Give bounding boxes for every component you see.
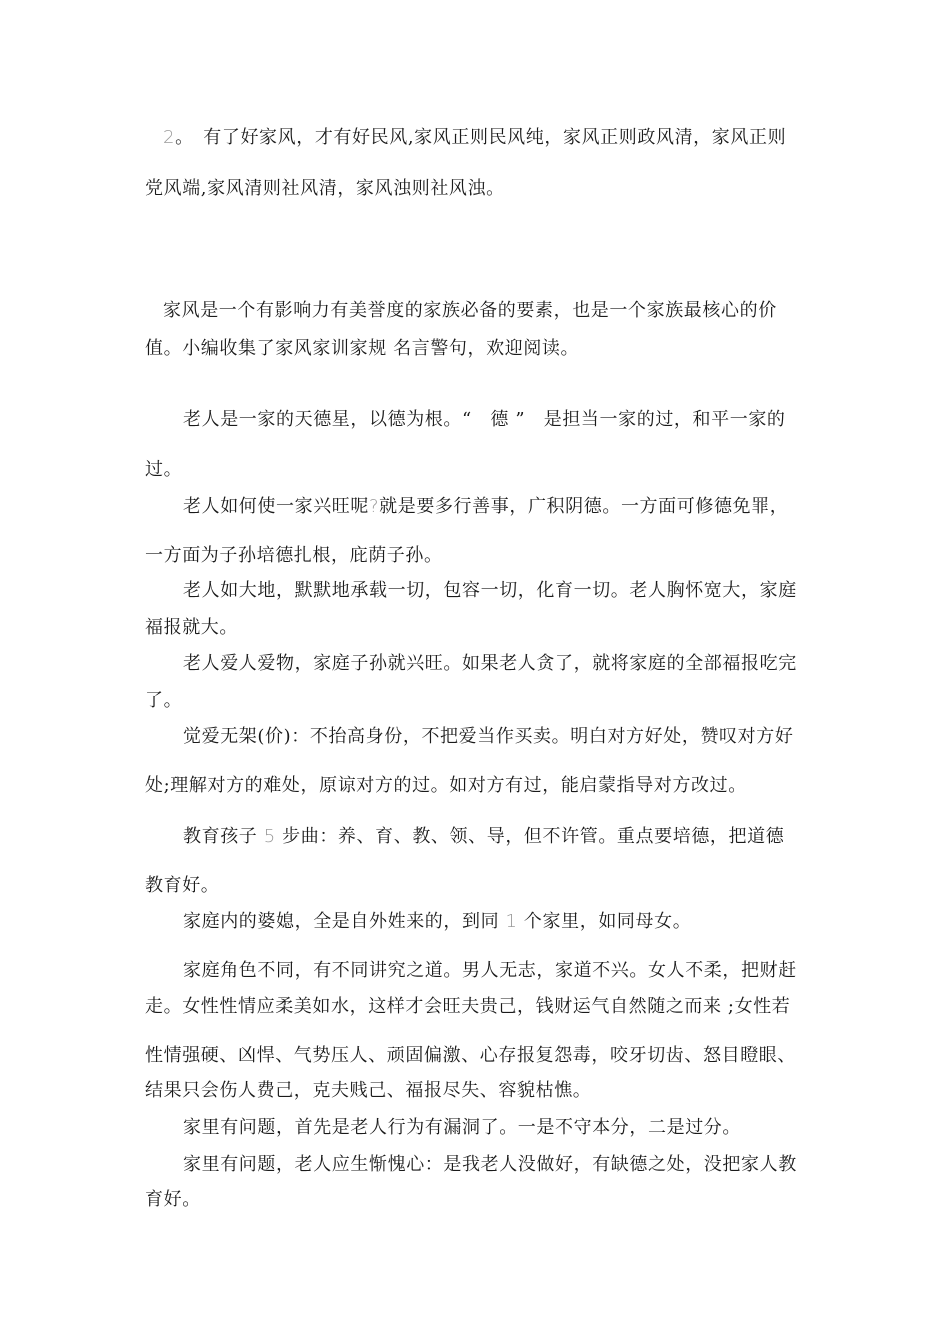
- para-2-line-1: 2。 有了好家风，才有好民风,家风正则民风纯，家风正则政风清，家风正则: [163, 127, 787, 148]
- saying-1-line-2: 过。: [145, 459, 183, 480]
- saying-5-line-2: 处;理解对方的难处，原谅对方的过。如对方有过，能启蒙指导对方改过。: [145, 775, 747, 796]
- saying-1-line-1: 老人是一家的天德星，以德为根。“ 德 ” 是担当一家的过，和平一家的: [183, 409, 786, 430]
- saying-10-line-2: 育好。: [145, 1189, 201, 1210]
- saying-8-line-2: 走。女性性情应柔美如水，这样才会旺夫贵己，钱财运气自然随之而来 ;女性若: [145, 996, 791, 1017]
- saying-9-line-1: 家里有问题，首先是老人行为有漏洞了。一是不守本分，二是过分。: [183, 1117, 741, 1138]
- intro-line-1: 家风是一个有影响力有美誉度的家族必备的要素，也是一个家族最核心的价: [163, 300, 777, 321]
- saying-4-line-1: 老人爱人爱物，家庭子孙就兴旺。如果老人贪了，就将家庭的全部福报吃完: [183, 653, 797, 674]
- saying-6-line-2: 教育好。: [145, 875, 220, 896]
- saying-8-line-4: 结果只会伤人费己，克夫贱己、福报尽失、容貌枯憔。: [145, 1080, 592, 1101]
- saying-8-line-1: 家庭角色不同，有不同讲究之道。男人无志，家道不兴。女人不柔，把财赶: [183, 960, 797, 981]
- saying-2-line-1: 老人如何使一家兴旺呢?就是要多行善事，广积阴德。一方面可修德免罪，: [183, 496, 789, 517]
- saying-7-line-1: 家庭内的婆媳，全是自外姓来的，到同 1 个家里，如同母女。: [183, 911, 692, 932]
- saying-6-line-1: 教育孩子 5 步曲：养、育、教、领、导，但不许管。重点要培德，把道德: [183, 826, 785, 847]
- para-2-line-2: 党风端,家风清则社风清，家风浊则社风浊。: [145, 178, 505, 199]
- saying-8-line-3: 性情强硬、凶悍、气势压人、顽固偏激、心存报复怨毒，咬牙切齿、怒目瞪眼、: [145, 1045, 796, 1066]
- intro-line-2: 值。小编收集了家风家训家规 名言警句，欢迎阅读。: [145, 338, 580, 359]
- saying-5-line-1: 觉爱无架(价)：不抬高身份，不把爱当作买卖。明白对方好处，赞叹对方好: [183, 726, 794, 747]
- saying-4-line-2: 了。: [145, 690, 183, 711]
- para-number: 2: [163, 127, 176, 148]
- saying-3-line-2: 福报就大。: [145, 617, 238, 638]
- saying-10-line-1: 家里有问题，老人应生惭愧心：是我老人没做好，有缺德之处，没把家人教: [183, 1154, 797, 1175]
- saying-3-line-1: 老人如大地，默默地承载一切，包容一切，化育一切。老人胸怀宽大，家庭: [183, 580, 797, 601]
- saying-2-line-2: 一方面为子孙培德扎根，庇荫子孙。: [145, 545, 443, 566]
